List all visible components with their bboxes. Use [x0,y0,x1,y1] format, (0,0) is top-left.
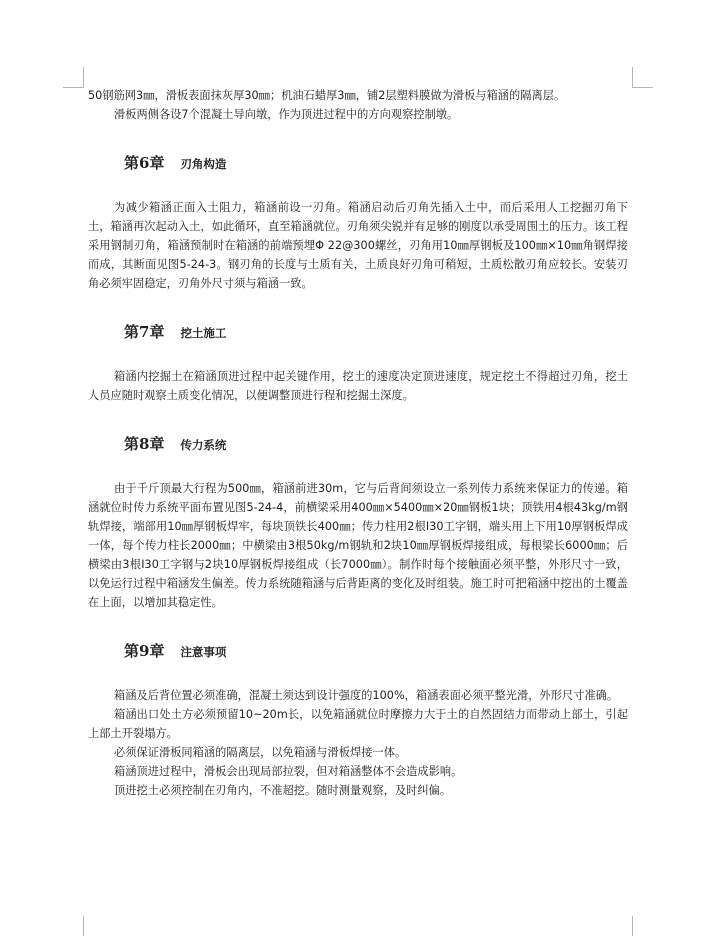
chapter-number: 第8章 [124,435,165,453]
chapter-9-paragraph-5: 顶进挖土必须控制在刃角内，不准超挖。随时测量观察，及时纠偏。 [114,784,452,797]
chapter-title: 注意事项 [180,645,227,659]
margin-corner-top-left [63,67,84,88]
chapter-8-heading [124,433,628,453]
chapter-title: 刃角构造 [180,157,227,171]
chapter-9-paragraph-3: 必须保证滑板同箱涵的隔离层，以免箱涵与滑板焊接一体。 [114,746,407,759]
intro-paragraph-1: 50钢筋网3㎜，滑板表面抹灰厚30㎜；机油石蜡厚3㎜，铺2层塑料膜做为滑板与箱涵的隔离层。 [88,89,566,102]
chapter-number: 第7章 [124,323,165,341]
chapter-number: 第9章 [124,642,165,660]
chapter-7-paragraph-1: 箱涵内挖掘土在箱涵顶进过程中起关键作用，挖土的速度决定顶进速度，规定挖土不得超过刃角，挖土人员应随时观察土质变化情况，以便调整顶进行程和挖掘土深度。 [88,370,628,402]
chapter-9-paragraph-4: 箱涵顶进过程中，滑板会出现局部拉裂，但对箱涵整体不会造成影响。 [114,765,463,778]
chapter-9-paragraph-2: 箱涵出口处土方必须预留10~20m长，以免箱涵就位时摩擦力大于土的自然固结力而带动上部土，引起上部土开裂塌方。 [88,708,628,740]
chapter-6-heading [124,152,628,172]
chapter-9-paragraph-1: 箱涵及后背位置必须准确，混凝土须达到设计强度的100%，箱涵表面必须平整光滑，外形尺寸准确。 [114,689,619,702]
chapter-8-paragraph-1: 由于千斤顶最大行程为500㎜，箱涵前进30m，它与后背间须设立一系列传力系统来保证力的传递。箱涵就位时传力系统平面布置见图5-24-4，前横梁采用400㎜×5400㎜×20㎜钢板1块；顶铁用4根43kg/m钢轨焊接，端部用10㎜厚钢板焊牢，每块顶铁长400㎜；传力柱用2根I30工字钢，端头用上下用10厚钢板焊成一体，每个传力柱长2000㎜；中横梁由3根50kg/m钢轨和2块10㎜厚钢板焊接组成，每根梁长6000㎜；后横梁由3根I30工字钢与2块10厚钢板焊接组成（长7000㎜）。制作时每个接触面必须平整，外形尺寸一致，以免运行过程中箱涵发生偏差。传力系统随箱涵与后背距离的变化及时组装。施工时可把箱涵中挖出的土覆盖在上面，以增加其稳定性。 [88,482,628,609]
chapter-title: 传力系统 [180,438,227,452]
chapter-9-heading [124,640,628,660]
chapter-number: 第6章 [124,154,165,172]
document-body [88,86,628,800]
margin-corner-top-right [632,67,653,88]
chapter-title: 挖土施工 [180,326,227,340]
chapter-7-heading [124,321,628,341]
chapter-6-paragraph-1: 为减少箱涵正面入土阻力，箱涵前设一刃角。箱涵启动后刃角先插入土中，而后采用人工挖掘刃角下土，箱涵再次起动入土，如此循环，直至箱涵就位。刃角须尖锐并有足够的刚度以承受周围土的压力。该工程采用钢制刃角，箱涵预制时在箱涵的前端预埋Φ 22@300螺丝，刃角用10㎜厚钢板及100㎜×10㎜角钢焊接而成，其断面见图5-24-3。钢刃角的长度与土质有关，土质良好刃角可稍短，土质松散刃角应较长。安装刃角必须牢固稳定，刃角外尺寸须与箱涵一致。 [88,201,628,290]
intro-paragraph-2: 滑板两侧各设7个混凝土导向墩，作为顶进过程中的方向观察控制墩。 [114,108,459,121]
margin-corner-bottom-right [632,916,653,936]
margin-corner-bottom-left [63,916,84,936]
